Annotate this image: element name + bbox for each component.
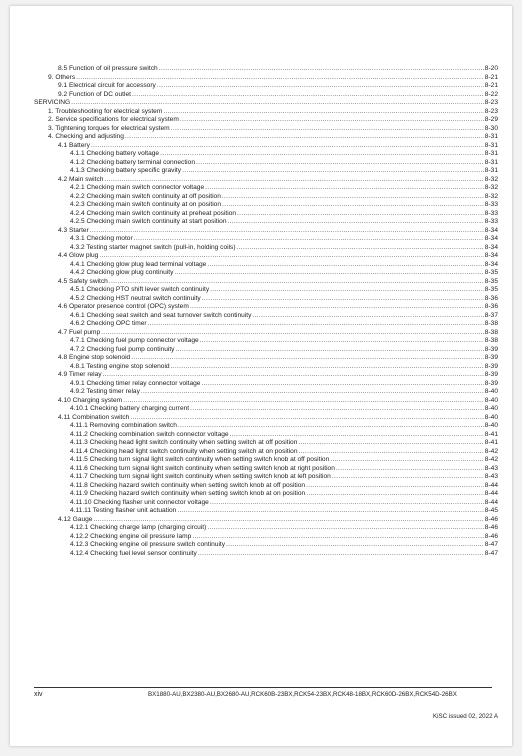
- toc-entry[interactable]: [70, 210, 498, 219]
- toc-entry[interactable]: [70, 218, 498, 227]
- toc-entry-title: 4.8.1 Testing engine stop solenoid: [70, 362, 170, 370]
- toc-entry[interactable]: [70, 320, 498, 329]
- toc-dot-leader: [177, 507, 483, 516]
- toc-entry[interactable]: [70, 431, 498, 440]
- toc-entry-page: 8-38: [484, 320, 498, 327]
- toc-entry-page: 8-31: [484, 150, 498, 157]
- toc-entry-title: 4.11.6 Checking turn signal light switch continuity when setting switch knob at right position: [70, 464, 335, 472]
- toc-entry[interactable]: [58, 303, 498, 312]
- toc-entry[interactable]: [58, 82, 498, 91]
- toc-dot-leader: [157, 82, 484, 91]
- toc-dot-leader: [148, 320, 484, 329]
- toc-entry-title: 4.11.5 Checking turn signal light switch continuity when setting switch knob at off position: [70, 456, 330, 463]
- toc-dot-leader: [230, 431, 484, 440]
- toc-entry-title: 4.11.4 Checking head light switch continuity when setting switch at on position: [70, 447, 298, 455]
- toc-entry[interactable]: [48, 108, 498, 117]
- toc-entry-title: 9.1 Electrical circuit for accessory: [58, 82, 156, 89]
- toc-entry[interactable]: [48, 125, 498, 134]
- toc-entry-page: 8-34: [484, 243, 498, 251]
- toc-entry-title: 4.12.1 Checking charge lamp (charging circuit): [70, 524, 207, 531]
- toc-entry-title: 4.3.2 Testing starter magnet switch (pull-in, holding coils): [70, 243, 236, 251]
- toc-entry-page: 8-31: [484, 133, 498, 140]
- toc-entry[interactable]: [48, 116, 498, 125]
- toc-dot-leader: [141, 388, 484, 397]
- toc-dot-leader: [109, 278, 484, 287]
- toc-entry-title: 4.12.3 Checking engine oil pressure switch continuity: [70, 541, 226, 548]
- toc-entry[interactable]: [58, 354, 498, 363]
- toc-dot-leader: [103, 371, 484, 380]
- toc-dot-leader: [210, 286, 484, 295]
- toc-entry-title: 4.11 Combination switch: [58, 413, 130, 421]
- toc-dot-leader: [226, 541, 484, 550]
- toc-entry-title: 4.2.5 Checking main switch continuity at start position: [70, 218, 227, 225]
- toc-entry-page: 8-44: [484, 481, 498, 489]
- toc-entry-title: 4.1.2 Checking battery terminal connection: [70, 158, 195, 166]
- toc-entry[interactable]: [58, 252, 498, 261]
- toc-entry-page: 8-45: [484, 507, 498, 514]
- toc-dot-leader: [99, 252, 483, 261]
- toc-dot-leader: [93, 516, 483, 525]
- toc-entry-title: 4.11.9 Checking hazard switch continuity when setting switch knob at on position: [70, 490, 306, 497]
- toc-entry[interactable]: [70, 201, 498, 210]
- toc-dot-leader: [205, 184, 484, 193]
- toc-entry-page: 8-23: [484, 99, 498, 106]
- toc-entry[interactable]: [70, 363, 498, 372]
- toc-entry-page: 8-39: [484, 379, 498, 387]
- toc-entry-title: 4.1.3 Checking battery specific gravity: [70, 167, 182, 174]
- toc-entry-title: 4.5.2 Checking HST neutral switch continuity: [70, 294, 201, 302]
- toc-dot-leader: [222, 193, 484, 202]
- toc-entry-page: 8-47: [484, 549, 498, 557]
- toc-entry-title: 4.6 Operator presence control (OPC) system: [58, 303, 189, 310]
- toc-entry-title: 1. Troubleshooting for electrical system: [48, 107, 163, 115]
- toc-entry-title: 4.7.2 Checking fuel pump continuity: [70, 345, 175, 353]
- toc-entry[interactable]: [58, 329, 498, 338]
- toc-entry[interactable]: [70, 482, 498, 491]
- document-page: [10, 6, 512, 746]
- toc-entry-page: 8-41: [484, 430, 498, 438]
- toc-dot-leader: [134, 235, 484, 244]
- toc-dot-leader: [252, 312, 483, 321]
- toc-dot-leader: [132, 91, 484, 100]
- toc-dot-leader: [190, 405, 484, 414]
- toc-dot-leader: [210, 499, 484, 508]
- toc-entry[interactable]: [70, 184, 498, 193]
- toc-entry-page: 8-37: [484, 311, 498, 319]
- toc-entry[interactable]: [70, 337, 498, 346]
- toc-dot-leader: [237, 210, 484, 219]
- toc-entry-page: 8-33: [484, 218, 498, 225]
- toc-entry-title: 3. Tightening torques for electrical system: [48, 124, 170, 132]
- toc-entry-title: 4.9.1 Checking timer relay connector voltage: [70, 379, 201, 387]
- toc-dot-leader: [163, 108, 483, 117]
- toc-entry[interactable]: [70, 388, 498, 397]
- toc-dot-leader: [171, 125, 484, 134]
- toc-entry-page: 8-43: [484, 464, 498, 472]
- toc-entry[interactable]: [58, 371, 498, 380]
- toc-dot-leader: [123, 397, 484, 406]
- toc-dot-leader: [196, 159, 484, 168]
- toc-entry[interactable]: [58, 91, 498, 100]
- toc-dot-leader: [171, 363, 484, 372]
- toc-entry[interactable]: [58, 142, 498, 151]
- footer-issue-date: KiSC issued 02, 2022 A: [433, 713, 499, 720]
- toc-entry-page: 8-21: [484, 73, 498, 81]
- toc-entry-page: 8-40: [484, 396, 498, 404]
- toc-entry[interactable]: [70, 261, 498, 270]
- footer-page-number: xiv: [34, 691, 43, 698]
- toc-entry[interactable]: [58, 65, 498, 74]
- toc-dot-leader: [90, 227, 484, 236]
- toc-entry-title: 4.11.2 Checking combination switch connector voltage: [70, 430, 229, 438]
- toc-entry-title: 4.2 Main switch: [58, 175, 104, 183]
- toc-entry[interactable]: [70, 422, 498, 431]
- toc-entry-page: 8-46: [484, 515, 498, 523]
- toc-entry-title: 4.10.1 Checking battery charging current: [70, 405, 190, 412]
- toc-entry-title: 4.3 Starter: [58, 226, 89, 234]
- toc-dot-leader: [175, 346, 483, 355]
- toc-dot-leader: [330, 456, 484, 465]
- toc-dot-leader: [237, 244, 484, 253]
- toc-dot-leader: [76, 74, 484, 83]
- toc-entry[interactable]: [70, 193, 498, 202]
- toc-entry-page: 8-34: [484, 226, 498, 234]
- toc-entry-page: 8-39: [484, 371, 498, 378]
- toc-entry[interactable]: [70, 405, 498, 414]
- toc-dot-leader: [130, 414, 483, 423]
- toc-entry-page: 8-36: [484, 294, 498, 302]
- footer-model-list: BX1880-AU,BX2380-AU,BX2680-AU,RCK60B-23BX,RCK54-23BX,RCK48-18BX,RCK60D-26BX,RCK54D-26BX: [148, 691, 457, 698]
- toc-entry-title: 4.6.1 Checking seat switch and seat turnover switch continuity: [70, 311, 252, 319]
- toc-entry[interactable]: [70, 159, 498, 168]
- toc-entry-title: 4.11.7 Checking turn signal light switch continuity when setting switch knob at left position: [70, 473, 331, 480]
- toc-entry[interactable]: [70, 286, 498, 295]
- toc-entry[interactable]: [70, 312, 498, 321]
- toc-entry[interactable]: [70, 456, 498, 465]
- toc-entry-page: 8-32: [484, 184, 498, 191]
- toc-entry-title: 2. Service specifications for electrical system: [48, 116, 179, 123]
- toc-entry-title: 4.4.1 Checking glow plug lead terminal voltage: [70, 260, 207, 268]
- toc-entry-title: 4.12.4 Checking fuel level sensor continuity: [70, 549, 197, 557]
- toc-entry-page: 8-39: [484, 362, 498, 370]
- toc-entry[interactable]: [58, 516, 498, 525]
- toc-dot-leader: [180, 116, 484, 125]
- toc-dot-leader: [198, 550, 484, 559]
- toc-entry-page: 8-30: [484, 124, 498, 132]
- toc-entry-page: 8-34: [484, 252, 498, 259]
- toc-dot-leader: [71, 99, 484, 108]
- toc-dot-leader: [125, 133, 484, 142]
- toc-entry-title: 4.11.3 Checking head light switch continuity when setting switch at off position: [70, 439, 298, 446]
- toc-entry-page: 8-46: [484, 532, 498, 540]
- toc-entry-page: 8-32: [484, 175, 498, 183]
- toc-entry[interactable]: [70, 507, 498, 516]
- toc-dot-leader: [104, 176, 483, 185]
- toc-entry-title: 4.7.1 Checking fuel pump connector voltage: [70, 337, 199, 344]
- toc-dot-leader: [131, 354, 484, 363]
- toc-entry-page: 8-31: [484, 158, 498, 166]
- toc-entry-page: 8-34: [484, 235, 498, 242]
- toc-entry-page: 8-29: [484, 116, 498, 123]
- toc-entry[interactable]: [70, 244, 498, 253]
- toc-dot-leader: [306, 482, 484, 491]
- toc-entry-title: 9. Others: [48, 73, 76, 81]
- toc-entry[interactable]: [70, 380, 498, 389]
- toc-entry-page: 8-40: [484, 413, 498, 421]
- toc-entry-title: 4.9 Timer relay: [58, 371, 102, 378]
- toc-dot-leader: [200, 337, 484, 346]
- toc-dot-leader: [201, 380, 483, 389]
- toc-entry-page: 8-44: [484, 490, 498, 497]
- toc-entry-title: 9.2 Function of DC outlet: [58, 90, 131, 98]
- footer-rule: [34, 687, 492, 688]
- toc-entry[interactable]: [58, 414, 498, 423]
- toc-dot-leader: [190, 303, 484, 312]
- toc-entry-page: 8-35: [484, 269, 498, 276]
- toc-entry-page: 8-23: [484, 107, 498, 115]
- toc-entry-title: 4.12.2 Checking engine oil pressure lamp: [70, 532, 192, 540]
- toc-entry-title: 4.7 Fuel pump: [58, 328, 101, 336]
- toc-entry-page: 8-21: [484, 82, 498, 89]
- toc-entry-title: 4.5.1 Checking PTO shift lever switch continuity: [70, 286, 210, 293]
- toc-entry[interactable]: [58, 176, 498, 185]
- toc-entry-page: 8-43: [484, 473, 498, 480]
- toc-entry[interactable]: [70, 150, 498, 159]
- toc-entry[interactable]: [70, 439, 498, 448]
- toc-entry-page: 8-40: [484, 388, 498, 395]
- toc-entry-title: 4.4.2 Checking glow plug continuity: [70, 269, 174, 276]
- toc-entry[interactable]: [70, 235, 498, 244]
- toc-entry-page: 8-33: [484, 209, 498, 217]
- toc-dot-leader: [91, 142, 484, 151]
- toc-entry[interactable]: [48, 133, 498, 142]
- toc-entry-title: 4.11.11 Testing flasher unit actuation: [70, 507, 177, 514]
- toc-entry[interactable]: [70, 490, 498, 499]
- toc-entry-page: 8-42: [484, 447, 498, 455]
- toc-entry[interactable]: [48, 74, 498, 83]
- toc-entry-title: 4.5 Safety switch: [58, 277, 108, 285]
- toc-entry-page: 8-42: [484, 456, 498, 463]
- toc-dot-leader: [299, 448, 484, 457]
- toc-entry[interactable]: [70, 167, 498, 176]
- toc-entry[interactable]: [70, 346, 498, 355]
- toc-entry[interactable]: [70, 473, 498, 482]
- toc-entry[interactable]: [58, 397, 498, 406]
- toc-entry[interactable]: [70, 533, 498, 542]
- toc-dot-leader: [178, 422, 484, 431]
- toc-dot-leader: [182, 167, 484, 176]
- toc-entry-page: 8-36: [484, 303, 498, 310]
- toc-entry-page: 8-35: [484, 277, 498, 285]
- toc-entry-title: 4.2.3 Checking main switch continuity at on position: [70, 201, 222, 208]
- toc-entry-title: 4.1.1 Checking battery voltage: [70, 150, 160, 157]
- toc-entry-page: 8-35: [484, 286, 498, 293]
- toc-entry[interactable]: [70, 550, 498, 559]
- toc-entry-title: 4.10 Charging system: [58, 396, 123, 404]
- toc-entry[interactable]: [70, 465, 498, 474]
- toc-entry[interactable]: [70, 295, 498, 304]
- toc-entry-page: 8-38: [484, 328, 498, 336]
- toc-entry-title: SERVICING: [34, 99, 71, 106]
- toc-dot-leader: [222, 201, 484, 210]
- toc-entry-page: 8-40: [484, 422, 498, 429]
- toc-dot-leader: [306, 490, 484, 499]
- toc-dot-leader: [332, 473, 484, 482]
- toc-entry-page: 8-38: [484, 337, 498, 344]
- toc-entry-page: 8-31: [484, 141, 498, 149]
- toc-dot-leader: [298, 439, 483, 448]
- toc-entry-title: 4.9.2 Testing timer relay: [70, 388, 140, 395]
- toc-entry-title: 4.2.2 Checking main switch continuity at off position: [70, 192, 221, 200]
- toc-entry[interactable]: [70, 499, 498, 508]
- toc-dot-leader: [160, 150, 484, 159]
- toc-entry-page: 8-39: [484, 354, 498, 361]
- toc-entry-page: 8-20: [484, 65, 498, 72]
- toc-dot-leader: [159, 65, 484, 74]
- toc-entry-title: 4.11.1 Removing combination switch: [70, 422, 177, 429]
- toc-entry[interactable]: [58, 227, 498, 236]
- toc-entry-page: 8-32: [484, 192, 498, 200]
- toc-entry-page: 8-31: [484, 167, 498, 174]
- toc-dot-leader: [174, 269, 483, 278]
- toc-entry[interactable]: [58, 278, 498, 287]
- toc-entry-title: 4.6.2 Checking OPC timer: [70, 320, 147, 327]
- toc-entry-title: 4.3.1 Checking motor: [70, 235, 133, 242]
- toc-entry-page: 8-47: [484, 541, 498, 548]
- toc-entry-page: 8-33: [484, 201, 498, 208]
- toc-entry-title: 4.12 Gauge: [58, 515, 93, 523]
- toc-entry-page: 8-34: [484, 260, 498, 268]
- toc-entry-title: 4.4 Glow plug: [58, 252, 99, 259]
- toc-entry[interactable]: [70, 269, 498, 278]
- toc-entry-page: 8-44: [484, 498, 498, 506]
- toc-entry-page: 8-46: [484, 524, 498, 531]
- toc-entry[interactable]: [70, 448, 498, 457]
- toc-dot-leader: [202, 295, 484, 304]
- toc-dot-leader: [192, 533, 483, 542]
- toc-entry[interactable]: [70, 524, 498, 533]
- toc-entry-page: 8-40: [484, 405, 498, 412]
- toc-dot-leader: [228, 218, 484, 227]
- toc-entry-page: 8-22: [484, 90, 498, 98]
- toc-entry[interactable]: [34, 99, 498, 108]
- toc-dot-leader: [207, 524, 483, 533]
- toc-entry-page: 8-41: [484, 439, 498, 446]
- toc-dot-leader: [101, 329, 484, 338]
- toc-entry-page: 8-39: [484, 345, 498, 353]
- toc-entry-title: 4.2.1 Checking main switch connector voltage: [70, 184, 205, 191]
- toc-entry[interactable]: [70, 541, 498, 550]
- toc-dot-leader: [336, 465, 484, 474]
- toc-entry-title: 4.11.10 Checking flasher unit connector voltage: [70, 498, 209, 506]
- toc-entry-title: 4.1 Battery: [58, 141, 90, 149]
- toc-dot-leader: [207, 261, 483, 270]
- toc-entry-title: 4.8 Engine stop solenoid: [58, 354, 131, 361]
- toc-entry-title: 8.5 Function of oil pressure switch: [58, 65, 158, 72]
- toc-entry-title: 4. Checking and adjusting: [48, 133, 124, 140]
- toc-entry-title: 4.2.4 Checking main switch continuity at preheat position: [70, 209, 237, 217]
- toc-entry-title: 4.11.8 Checking hazard switch continuity when setting switch knob at off position: [70, 481, 306, 489]
